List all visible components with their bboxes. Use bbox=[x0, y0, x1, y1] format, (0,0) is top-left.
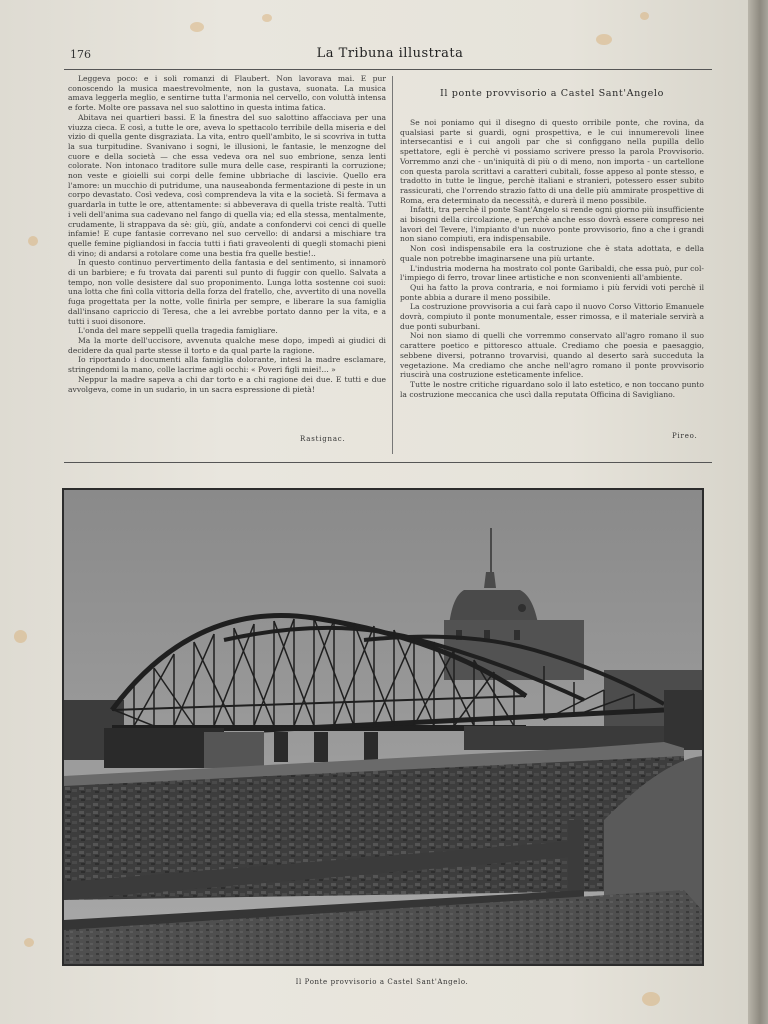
foxing-stain bbox=[640, 12, 649, 20]
right-paragraph: L'industria moderna ha mostrato col ponte Garibaldi, che essa può, pur col-l'impiego di ferro, trovar linee artistiche e non sconvenienti all'ambiente. bbox=[400, 263, 704, 283]
right-article-column bbox=[400, 118, 704, 399]
right-article-title: Il ponte provvisorio a Castel Sant'Angelo bbox=[440, 88, 664, 99]
page-header bbox=[70, 46, 710, 68]
bridge-engraving bbox=[64, 490, 702, 964]
right-paragraph: Non così indispensabile era la costruzione che è stata adottata, e della quale non potrebbe imaginarsene una più urtante. bbox=[400, 244, 704, 263]
right-paragraph: Qui ha fatto la prova contraria, e noi formiamo i più fervidi voti perchè il ponte abbia a durare il meno possibile. bbox=[400, 282, 704, 302]
foxing-stain bbox=[24, 938, 34, 947]
bridge-photograph bbox=[62, 488, 704, 966]
right-paragraph: La costruzione provvisoria a cui farà capo il nuovo Corso Vittorio Emanuele dovrà, compiuto il ponte monumentale, esser rimossa, e il materiale servirà a due ponti suburbani. bbox=[400, 302, 704, 331]
foxing-stain bbox=[642, 992, 660, 1006]
left-paragraph: Ma la morte dell'uccisore, avvenuta qualche mese dopo, impedì ai giudici di decidere da qual parte stesse il torto e da qual parte la ragione. bbox=[68, 335, 386, 355]
running-title: La Tribuna illustrata bbox=[316, 46, 464, 61]
left-article-signature: Rastignac. bbox=[300, 435, 346, 443]
section-rule bbox=[64, 462, 712, 463]
photo-caption: Il Ponte provvisorio a Castel Sant'Angelo. bbox=[295, 978, 469, 986]
left-paragraph: Io riportando i documenti alla famiglia dolorante, intesi la madre esclamare, stringendomi la mano, colle lacrime agli occhi: « Poveri figli miei!... » bbox=[68, 355, 386, 375]
column-divider bbox=[392, 76, 393, 454]
right-paragraph: Noi non siamo di quelli che vorremmo conservato all'agro romano il suo carattere poetico e pittoresco attuale. Crediamo che poesia e paesaggio, sebbene diversi, potranno trovarvisi, quando al deserto sarà succeduta la vegetazione. Ma crediamo che anche nell'agro romano il ponte provvisorio riuscirà una costruzione esteticamente infelice. bbox=[400, 331, 704, 380]
foxing-stain bbox=[28, 236, 38, 246]
right-article-signature: Pireo. bbox=[672, 432, 698, 440]
foxing-stain bbox=[190, 22, 204, 32]
left-paragraph: Abitava nei quartieri bassi. E la finestra del suo salottino affacciava per una viuzza cieca. E così, a tutte le ore, aveva lo spettacolo terribile della miseria e del vizio di quella gente disgraziata. La vita, entro quell'ambito, le si scovriva in tutta la sua turpitudine. Svanivano i sogni, le illusioni, le fantasie, le menzogne del cuore e della società — che essa vedeva ora nel suo embrione, senza lenti colorate. Non intonaco traditore sulle mura delle case, respiranti la corruzione; non veste e gioielli sui corpi delle femine ubbriache di lascivie. Quello era l'amore: un mucchio di putridume, una nauseabonda fermentazione di peste in un corpo devastato. Così vedeva, così comprendeva la vita e la società. Si fermava a guardarla in tutte le ore, attentamente: si abbeverava di quella triste realtà. Tutti i veli dell'anima sua cadevano nel fango di quella via; ed ella stessa, mentalmente, crudamente, li strappava da sè: giù, giù, andate a confondervi coi cenci di quelle infamie! E cupe fantasie correvano nel suo cervello: di andarsi a mischiare tra quelle femine pigliandosi in faccia tutti i fiati graveolenti di quegli stomachi pieni di vino; di andarsi a rotolare come una bestia fra quelle bestie!.. bbox=[68, 112, 386, 258]
left-paragraph: Leggeva poco: e i soli romanzi di Flaubert. Non lavorava mai. E pur conoscendo la musica maestrevolmente, non la gustava, suonata. La musica amava leggerla meglio, e sentirne tutta l'armonia nel cervello, con voluttà intensa e forte. Molte ore passava nel suo salottino in questa intima fatica. bbox=[68, 74, 386, 113]
foxing-stain bbox=[262, 14, 272, 22]
foxing-stain bbox=[14, 630, 27, 643]
left-paragraph: In questo continuo pervertimento della fantasia e del sentimento, si innamorò di un barbiere; e fu trovata dai parenti sul punto di fuggir con quello. Salvata a tempo, non volle desistere dal suo proponimento. Lunga lotta sostenne coi suoi: una lotta che finì colla vittoria della forza del fratello, che, avvertito di una novella fuga progettata per la notte, volle finirla per sempre, e liberare la sua famiglia dall'insano capriccio di Teresa, che a lei avrebbe portato danno per la vita, e a tutti i suoi disonore. bbox=[68, 258, 386, 326]
foxing-stain bbox=[596, 34, 612, 45]
left-article-column bbox=[68, 74, 386, 394]
right-paragraph: Tutte le nostre critiche riguardano solo il lato estetico, e non toccano punto la costruzione meccanica che uscì dalla reputata Officina di Savigliano. bbox=[400, 379, 704, 399]
left-paragraph: L'onda del mare seppellì quella tragedia famigliare. bbox=[78, 326, 278, 336]
right-paragraph: Infatti, tra perchè il ponte Sant'Angelo si rende ogni giorno più insufficiente ai bisogni della circolazione, e perchè anche esso dovrà essere compreso nei lavori del Tevere, l'impianto d'un nuovo ponte provvisorio, fino a che i grandi non siano compiuti, era indispensabile. bbox=[400, 205, 704, 244]
page-number: 176 bbox=[70, 48, 91, 61]
book-spine bbox=[748, 0, 768, 1024]
right-paragraph: Se noi poniamo qui il disegno di questo orribile ponte, che rovina, da qualsiasi parte si guardi, ogni prospettiva, e le cui innumerevoli linee intersecantisi e i cui angoli par che si configgano nella pupilla dello spettatore, egli è perchè vi possiamo scrivere presso la parola Provvisorio. Vorremmo anzi che - un'iniquità di più o di meno, non importa - un cartellone con questa parola scrittavi a caratteri cubitali, fosse appeso al ponte stesso, e tradotto in tutte le lingue, perchè italiani e stranieri, potessero esser subito rassicurati, che l'orrendo strazio fatto di una delle più ammirate prospettive di Roma, era determinato da necessità, e durerà il meno possibile. bbox=[400, 118, 704, 205]
header-rule bbox=[64, 69, 712, 70]
left-paragraph: Neppur la madre sapeva a chi dar torto e a chi ragione dei due. E tutti e due avvolgeva, come in un sudario, in un sacra espressione di pietà! bbox=[68, 374, 386, 394]
